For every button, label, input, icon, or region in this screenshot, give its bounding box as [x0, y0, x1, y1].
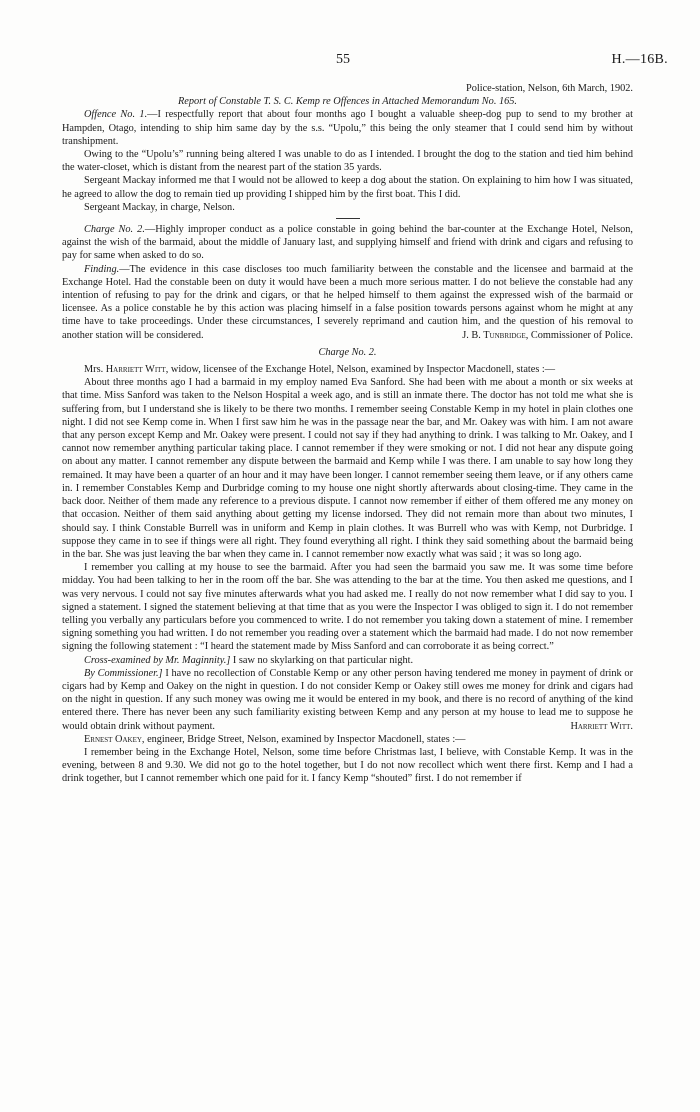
offence-1-label: Offence No. 1. [84, 109, 148, 121]
offence-1-paragraph-3: Sergeant Mackay informed me that I would not be allowed to keep a dog about the station. On explaining to him how I was situated, he agreed to allow the dog to remain tied up providing I shipped him by the first boat. This I did. [62, 175, 633, 200]
cross-examination-text: I saw no skylarking on that particular night. [230, 654, 414, 666]
oakey-paragraph-1: I remember being in the Exchange Hotel, Nelson, some time before Christmas last, I believe, with Constable Kemp. It was in the evening, between 8 and 9.30. We did not go to the hotel together, but I do not now recollect which went there first. Kemp and I had a drink together, but I cannot remember which one paid for it. I fancy Kemp “shouted” first. I do not remember if [62, 746, 633, 785]
page-header [0, 52, 700, 72]
section-divider [336, 218, 360, 219]
charge-2-label: Charge No. 2. [84, 224, 145, 236]
witt-commissioner-questions [62, 667, 633, 733]
dateline: Police-station, Nelson, 6th March, 1902. [465, 83, 633, 94]
witt-intro-prefix: Mrs. [84, 364, 106, 376]
charge-2-heading: Charge No. 2. [318, 346, 377, 358]
offence-1-signoff: Sergeant Mackay, in charge, Nelson. [84, 201, 235, 213]
offence-1-paragraph-2: Owing to the “Upolu’s” running being altered I was unable to do as I intended. I brought the dog to the station and tied him behind the water-closet, which is distant from the nearest part of the station 35 yards. [62, 149, 633, 174]
offence-1-text: —I respectfully report that about four months ago I bought a valuable sheep-dog pup to send to my brother at Hampden, Otago, intending to ship him same day by the s.s. “Upolu,” this being the only steamer that I could send him by without transhipment. [62, 109, 633, 147]
oakey-name: Ernest Oakey [84, 733, 142, 745]
commissioner-text: I have no recollection of Constable Kemp or any other person having tendered me money in payment of drink or cigars had by Kemp and Oakey on the night in question. I do not consider Kemp or Oakey still owes me money for drink and cigars had on the night in question. If any such money was owing me it would be entered in my book, and there is no record of anything of the kind entered there. There has never been any such familiarity existing between Kemp and any person at my house to lead me to suppose he would obtain drink without payment. [62, 667, 633, 732]
finding-text: —The evidence in this case discloses too much familiarity between the constable and the licensee and barmaid at the Exchange Hotel. Had the constable been on duty it would have been a much more serious matter. I do not believe the constable had any intention of refusing to pay for the drink and cigars, or that he helped himself to them against the expressed wish of the barmaid or licensee. As a police constable he by this action was placing himself in a false position towards persons against whom he might at any time have to take proceedings. Under these circumstances, I severely reprimand and caution him, and the question of his removal to another station will be considered. [62, 263, 633, 341]
commissioner-name: J. B. Tunbridge [462, 329, 526, 341]
commissioner-title: , Commissioner of Police. [525, 329, 633, 341]
document-body [62, 82, 633, 786]
charge-2-text: —Highly improper conduct as a police constable in going behind the bar-counter at the Exchange Hotel, Nelson, against the wish of the barmaid, about the middle of January last, and supplying himself and friend with drink and cigars and refusing to pay for same when asked to do so. [62, 224, 633, 262]
witt-paragraph-1: About three months ago I had a barmaid in my employ named Eva Sanford. She had been with me about a month or six weeks at that time. Miss Sanford was taken to the Nelson Hospital a week ago, and is still an inmate there. The doctor has not told me what she is suffering from, but I understand she is likely to be there two months. I remember seeing Constable Kemp in my hotel in plain clothes one night. I did not see Kemp come in. When I first saw him he was in the passage near the bar, and Mr. Oakey was with him. I am not aware that any person except Kemp and Mr. Oakey were present. I could not say if they had anything to drink. I was talking to Mr. Oakey, and I cannot now remember anything particular taking place. I cannot remember if they were smoking or not. I did not hear any dispute going on about any matter. I cannot remember any dispute between the barmaid and Kemp while I was there. I am unable to say how long they remained. It may have been a quarter of an hour and it may have been longer. I cannot remember seeing them leave, or if any others came in. I remember Constables Kemp and Durbridge coming to my house one night shortly afterwards about closing-time. They came in the back door. Neither of them made any reference to a previous dispute. I cannot now remember if either of them offered me any money on that occasion. Neither of them said anything about getting my license indorsed. They did not remain more than about two minutes, I should say. I think Constable Burrell was in uniform and Kemp in plain clothes. It was Burrell who was with Kemp, not Durbridge. I suppose they came in to see if things were all right. They found everything all right. I think they said something about the barmaid being in the bar. She was just leaving the bar when they came in. I cannot remember now exactly what was said ; it was so long ago. [62, 377, 633, 560]
finding-paragraph [62, 263, 633, 342]
report-title: Report of Constable T. S. C. Kemp re Offences in Attached Memorandum No. 165. [177, 96, 517, 108]
witt-intro [62, 363, 633, 376]
witt-name: Harriett Witt [105, 364, 166, 376]
witt-intro-text: , widow, licensee of the Exchange Hotel, Nelson, examined by Inspector Macdonell, states :— [165, 364, 556, 376]
witt-cross-examination [62, 654, 633, 667]
oakey-intro [62, 733, 633, 746]
document-reference: H.—16B. [611, 52, 668, 67]
charge-2-paragraph [62, 223, 633, 263]
finding-label: Finding. [84, 263, 120, 275]
oakey-intro-text: , engineer, Bridge Street, Nelson, examined by Inspector Macdonell, states :— [141, 733, 466, 745]
cross-examination-label: Cross-examined by Mr. Maginnity.] [84, 654, 231, 666]
commissioner-label: By Commissioner.] [84, 667, 163, 679]
witt-signature: Harriett Witt. [570, 720, 633, 732]
offence-1-paragraph [62, 108, 633, 148]
page-number: 55 [336, 52, 350, 67]
witt-paragraph-2: I remember you calling at my house to see the barmaid. After you had seen the barmaid you saw me. It was some time before midday. You had been talking to her in the room off the bar. She was attending to the bar at the time. You then asked me questions, and I was very nervous. I could not say five minutes afterwards what you had asked me. I really do not now remember what I did say to you. I signed a statement. I signed the statement believing at that time that as you were the Inspector I was obliged to sign it. I do not remember telling you verbally any particulars before you commenced to write. I do not remember you taking down a statement of mine. I remember signing something you had written. I do not remember you reading over a statement which the barmaid had made. I do not now remember signing the following statement : “I heard the statement made by Miss Sanford and can corroborate it as being correct.” [62, 562, 633, 653]
commissioner-signature [440, 329, 633, 342]
